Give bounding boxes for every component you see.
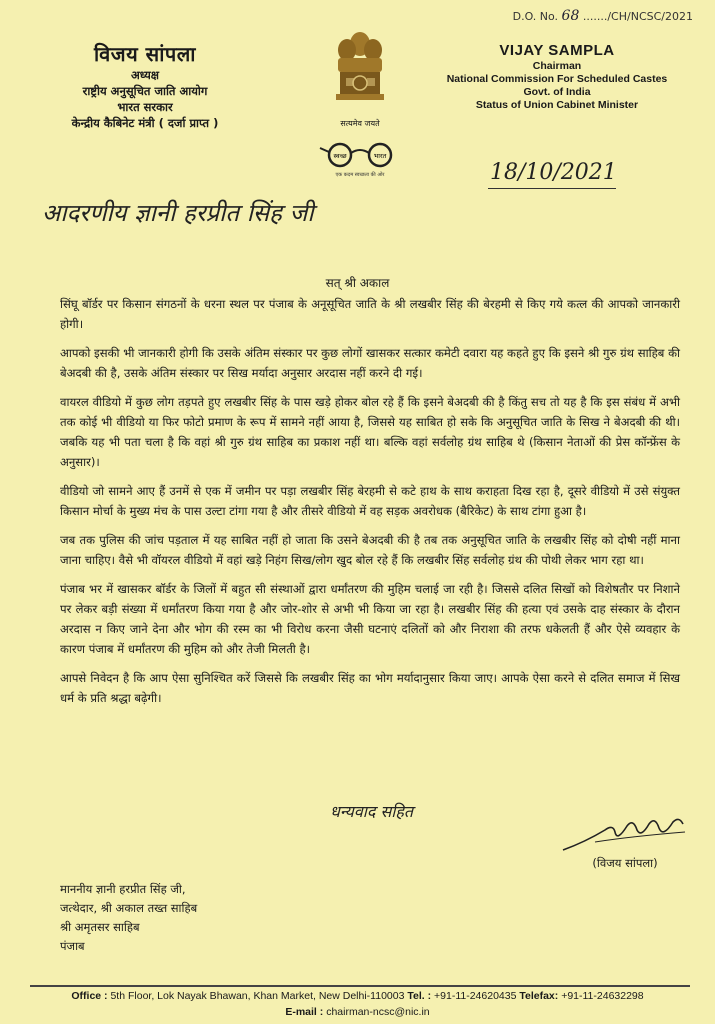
paragraph: आपको इसकी भी जानकारी होगी कि उसके अंतिम संस्कार पर कुछ लोगों खासकर सत्कार कमेटी दवारा यह कहते हुए कि इसने श्री गुरु ग्रंथ साहिब की बेअदबी की है, उसके अंतिम संस्कार पर सिख मर्यादा अनुसार अरदास नहीं करने दी गई।: [60, 346, 680, 380]
fax-label: Telefax:: [519, 990, 559, 1002]
recipient-line: माननीय ज्ञानी हरप्रीत सिंह जी,: [60, 882, 186, 896]
lion-capital-icon: [330, 28, 390, 116]
english-name: VIJAY SAMPLA: [499, 42, 615, 59]
paragraph: आपसे निवेदन है कि आप ऐसा सुनिश्चित करें जिससे कि लखबीर सिंह का भोग मर्यादानुसार किया जाए। आपके ऐसा करने से दलित समाज में सिख धर्म के प्रति श्रद्धा बढ़ेगी।: [60, 671, 680, 705]
hindi-government: भारत सरकार: [117, 100, 173, 114]
reference-number: [513, 8, 693, 24]
ref-prefix: D.O. No.: [512, 10, 559, 23]
paragraph: पंजाब भर में खासकर बॉर्डर के जिलों में बहुत सी संस्थाओं द्वारा धर्मांतरण की मुहिम चलाई जा रही है। जिससे दलित सिखों को विशेषतौर पर निशाने पर लेकर बड़ी संख्या में धर्मांतरण किया गया है और जोर-शोर से अभी भी किया जा रहा है। लखबीर सिंह की हत्या एवं उसके दाह संस्कार के दौरान अरदास न किए जाने देना और भोग की रस्म का भी विरोध करना जैसी घटनाएं दलितों को और निराशा की तरफ धकेलती हैं और ऐसे व्यवहार के कारण पंजाब में धर्मांतरण की मुहिम को और तेजी मिलती है।: [60, 582, 680, 656]
english-commission: National Commission For Scheduled Castes: [446, 73, 668, 85]
swachh-tagline: एक कदम स्वच्छता की ओर: [335, 172, 385, 178]
recipient-line: जत्थेदार, श्री अकाल तख्त साहिब: [60, 901, 198, 915]
office-address: 5th Floor, Lok Nayak Bhawan, Khan Market, New Delhi-110003: [110, 990, 405, 1002]
recipient-line: श्री अमृतसर साहिब: [60, 920, 140, 934]
footer-email-line: [0, 1006, 715, 1018]
email-address[interactable]: chairman-ncsc@nic.in: [326, 1006, 430, 1018]
hindi-letterhead: [30, 40, 260, 131]
national-emblem: [330, 28, 390, 128]
hindi-designation: अध्यक्ष: [130, 68, 160, 82]
english-status: Status of Union Cabinet Minister: [475, 99, 639, 111]
office-label: Office :: [71, 990, 108, 1002]
closing-phrase: धन्यवाद सहित: [330, 802, 414, 821]
tel-number: +91-11-24620435: [434, 990, 517, 1002]
letter-body: [60, 294, 680, 717]
tel-label: Tel. :: [407, 990, 432, 1002]
greeting: सत् श्री अकाल: [325, 276, 390, 290]
hindi-name: विजय सांपला: [93, 42, 196, 66]
spectacles-icon: [318, 142, 402, 168]
recipient-address: [60, 880, 197, 956]
date-underline: [488, 188, 616, 189]
paragraph: सिंघू बॉर्डर पर किसान संगठनों के धरना स्थल पर पंजाब के अनूसूचित जाति के श्री लखबीर सिंह की बेरहमी से किए गये कत्ल की आपको जानकारी होगी।: [60, 297, 680, 331]
signature-block: [555, 812, 695, 871]
swachh-right: भारत: [373, 152, 387, 160]
fax-number: +91-11-24632298: [561, 990, 644, 1002]
salutation: आदरणीय ज्ञानी हरप्रीत सिंह जी: [42, 199, 314, 227]
paragraph: जब तक पुलिस की जांच पड़ताल में यह साबित नहीं हो जाता कि उसने बेअदबी की है तब तक अनुसूचित जाति के लखबीर सिंह को दोषी नहीं माना जाना चाहिए। वैसे भी वॉयरल वीडियो में वहां खड़े निहंग सिख/लोग खुद बोल रहे हैं कि लखबीर सिंह सर्वलोह ग्रंथ की पोथी लेकर भाग रहा था।: [60, 533, 680, 567]
email-label: E-mail :: [285, 1006, 324, 1018]
english-designation: Chairman: [532, 60, 582, 72]
english-government: Govt. of India: [523, 86, 591, 98]
signature-icon: [555, 812, 695, 856]
paragraph: वीडियो जो सामने आए हैं उनमें से एक में जमीन पर पड़ा लखबीर सिंह बेरहमी से कटे हाथ के साथ कराहता दिख रहा है, दूसरे वीडियो में उसे संयुक्त किसान मोर्चा के मुख्य मंच के पास उल्टा टांगा गया है और तीसरे वीडियो में वह सड़क अवरोधक (बैरिकेट) के साथ टांगा हुआ है।: [60, 484, 680, 518]
ref-number: 68: [561, 8, 580, 24]
footer-divider: [30, 985, 690, 987]
paragraph: वायरल वीडियो में कुछ लोग तड़पते हुए लखबीर सिंह के पास खड़े होकर बोल रहे हैं कि इसने बेअदबी की है किंतु सच तो यह है कि इस संबंध में अभी तक कोई भी वीडियो या फिर फोटो प्रमाण के रूप में सामने नहीं आया है, जिससे यह साबित हो सके कि अनुसूचित जाति के सिख ने बेअदबी की थी। जबकि यह भी पता चला है कि वहां श्री गुरु ग्रंथ साहिब का प्रकाश नहीं था। बल्कि वहां सर्वलोह ग्रंथ साहिब थे (किसान नेताओं की प्रेस कॉन्फ्रेंस के अनुसार)।: [60, 395, 680, 469]
hindi-status: केन्द्रीय कैबिनेट मंत्री ( दर्जा प्राप्त ): [71, 116, 219, 130]
english-letterhead: [427, 42, 687, 111]
letter-date: 18/10/2021: [490, 160, 617, 185]
swachh-bharat-logo: [318, 142, 402, 178]
emblem-motto: सत्यमेव जयते: [340, 119, 380, 128]
ref-suffix: ......./CH/NCSC/2021: [582, 10, 693, 23]
swachh-left: स्वच्छ: [333, 152, 347, 160]
hindi-commission: राष्ट्रीय अनुसूचित जाति आयोग: [82, 84, 208, 98]
footer-office-line: [0, 990, 715, 1002]
signatory-name: (विजय सांपला): [592, 856, 658, 870]
recipient-line: पंजाब: [60, 939, 85, 953]
